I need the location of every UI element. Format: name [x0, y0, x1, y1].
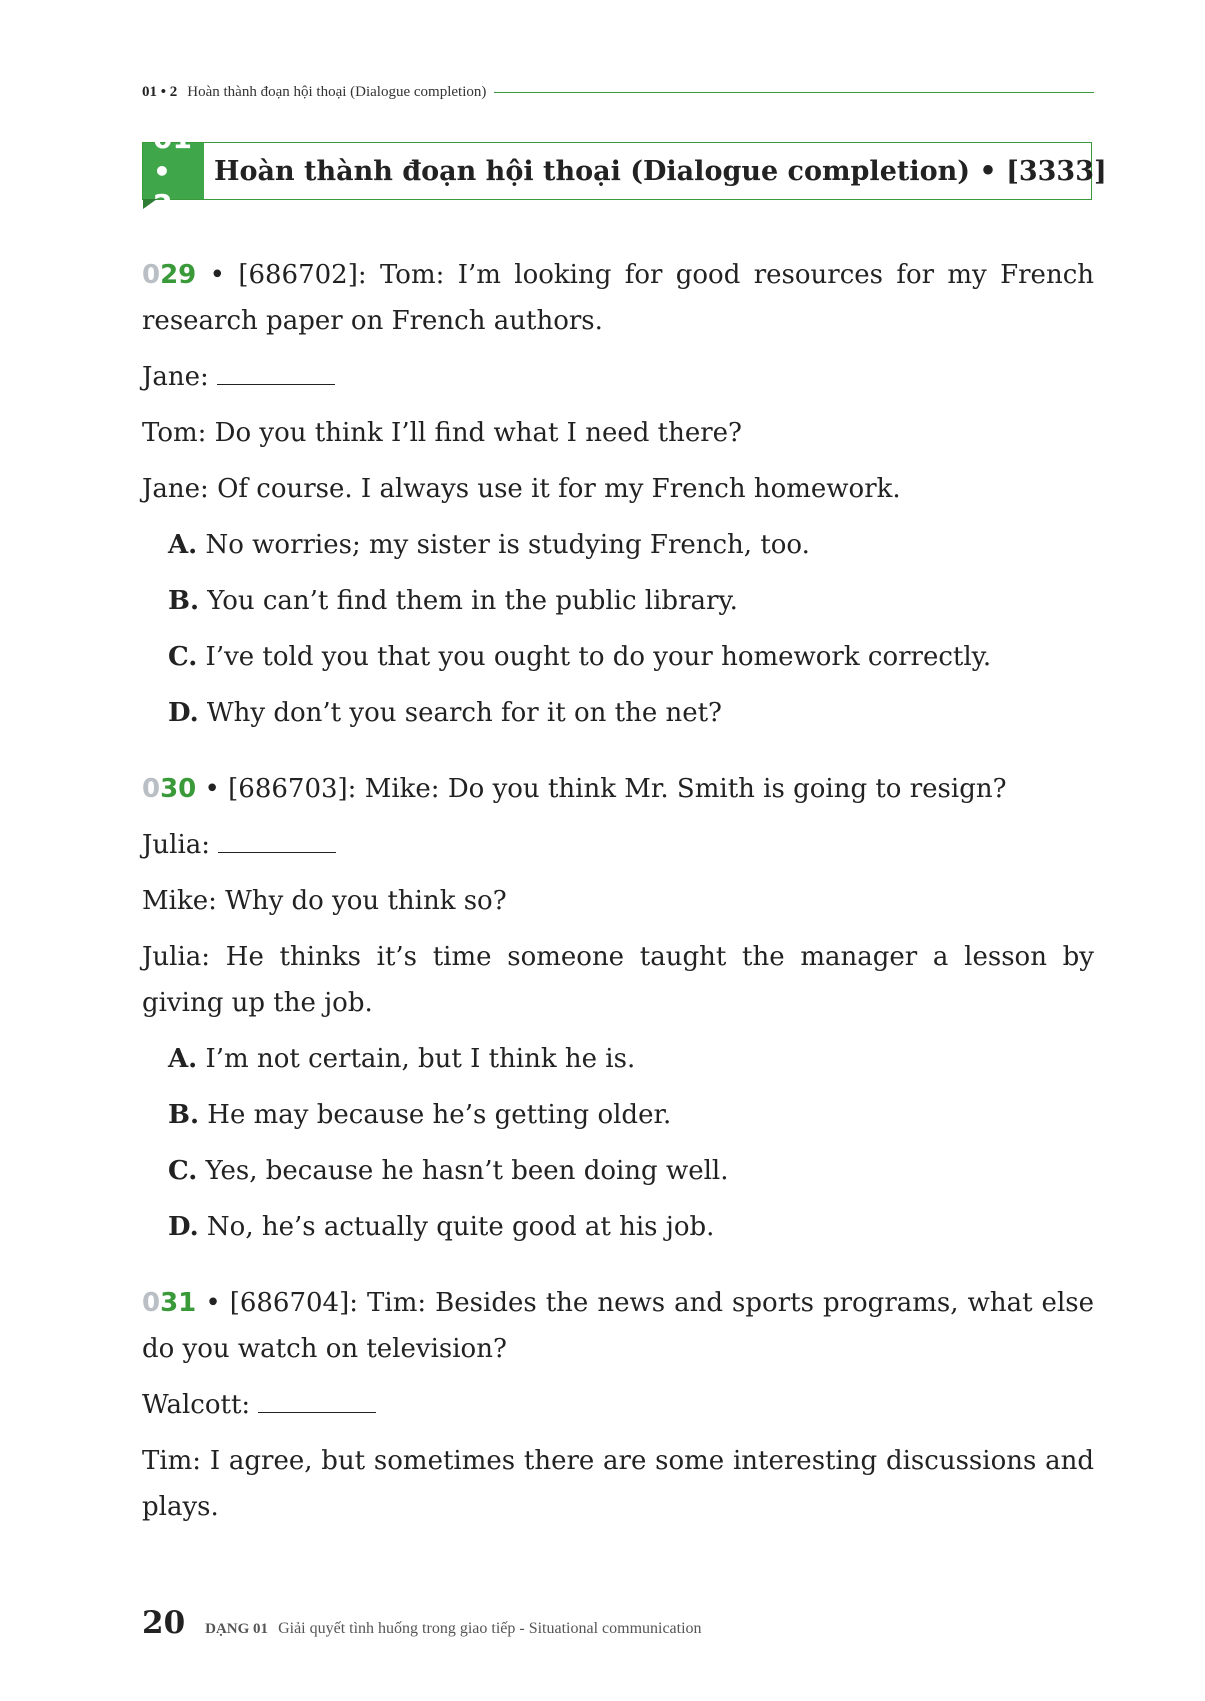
- question-code: • [686702]:: [196, 260, 380, 290]
- answer-blank: [218, 822, 336, 853]
- option-a: [168, 522, 1094, 568]
- option-letter: B.: [168, 1100, 200, 1130]
- page-footer: [142, 1605, 1094, 1641]
- speaker-label: Julia:: [142, 830, 219, 860]
- speaker-label: Walcott:: [142, 1390, 259, 1420]
- option-letter: C.: [168, 642, 198, 672]
- running-head: [142, 84, 1094, 101]
- question-prompt: Mike: Do you think Mr. Smith is going to resign?: [364, 774, 1007, 804]
- option-a: [168, 1036, 1094, 1082]
- section-title: Hoàn thành đoạn hội thoại (Dialogue completion) • [3333]: [213, 155, 1107, 187]
- dialogue-line: Tim: I agree, but sometimes there are some interesting discussions and plays.: [142, 1446, 1094, 1522]
- question-header: [142, 766, 1094, 812]
- question-code: • [686704]:: [196, 1288, 368, 1318]
- question-number: 29: [160, 260, 197, 290]
- page-number: 20: [142, 1605, 186, 1641]
- option-text: Why don’t you search for it on the net?: [198, 698, 722, 728]
- dialogue-line: Jane: Of course. I always use it for my French homework.: [142, 474, 901, 504]
- question-031: [142, 1280, 1094, 1530]
- answer-blank: [258, 1382, 376, 1413]
- question-prompt: Tom: I’m looking for good resources for my French research paper on French authors.: [142, 260, 1094, 336]
- dialogue-line: Tom: Do you think I’ll find what I need there?: [142, 418, 742, 448]
- question-header: [142, 1280, 1094, 1372]
- speaker-label: Jane:: [142, 362, 218, 392]
- section-banner: [142, 121, 1107, 221]
- question-number-prefix: 0: [142, 260, 161, 290]
- dialogue-line: Julia: He thinks it’s time someone taught the manager a lesson by giving up the job.: [142, 942, 1094, 1018]
- question-code: • [686703]:: [196, 774, 365, 804]
- option-text: I’m not certain, but I think he is.: [197, 1044, 636, 1074]
- option-letter: B.: [168, 586, 200, 616]
- option-text: You can’t find them in the public library.: [199, 586, 738, 616]
- question-030: [142, 766, 1094, 1250]
- option-c: [168, 634, 1094, 680]
- option-text: No, he’s actually quite good at his job.: [198, 1212, 715, 1242]
- option-text: He may because he’s getting older.: [199, 1100, 672, 1130]
- option-letter: D.: [168, 698, 199, 728]
- question-header: [142, 252, 1094, 344]
- option-letter: A.: [168, 1044, 198, 1074]
- option-d: [168, 690, 1094, 736]
- option-letter: D.: [168, 1212, 199, 1242]
- running-head-number: 01 • 2: [142, 84, 178, 100]
- option-letter: A.: [168, 530, 198, 560]
- option-letter: C.: [168, 1156, 198, 1186]
- question-number-prefix: 0: [142, 1288, 161, 1318]
- dialogue-line: Mike: Why do you think so?: [142, 886, 507, 916]
- question-number-prefix: 0: [142, 774, 161, 804]
- question-number: 31: [160, 1288, 197, 1318]
- question-029: [142, 252, 1094, 736]
- option-text: No worries; my sister is studying French, too.: [197, 530, 810, 560]
- footer-section: DẠNG 01: [205, 1621, 269, 1637]
- questions-content: [142, 252, 1094, 1560]
- question-number: 30: [160, 774, 197, 804]
- dialogue-line: [142, 1382, 1094, 1428]
- answer-blank: [217, 354, 335, 385]
- section-number: 01 • 2: [143, 143, 204, 199]
- running-head-rule: [494, 92, 1094, 93]
- option-text: Yes, because he hasn’t been doing well.: [197, 1156, 729, 1186]
- running-head-title: Hoàn thành đoạn hội thoại (Dialogue completion): [187, 84, 487, 100]
- option-b: [168, 1092, 1094, 1138]
- option-c: [168, 1148, 1094, 1194]
- footer-text: Giải quyết tình huống trong giao tiếp - Situational communication: [278, 1620, 702, 1637]
- dialogue-line: [142, 354, 1094, 400]
- option-d: [168, 1204, 1094, 1250]
- option-text: I’ve told you that you ought to do your homework correctly.: [197, 642, 992, 672]
- option-b: [168, 578, 1094, 624]
- question-prompt: Tim: Besides the news and sports programs, what else do you watch on television?: [142, 1288, 1094, 1364]
- dialogue-line: [142, 822, 1094, 868]
